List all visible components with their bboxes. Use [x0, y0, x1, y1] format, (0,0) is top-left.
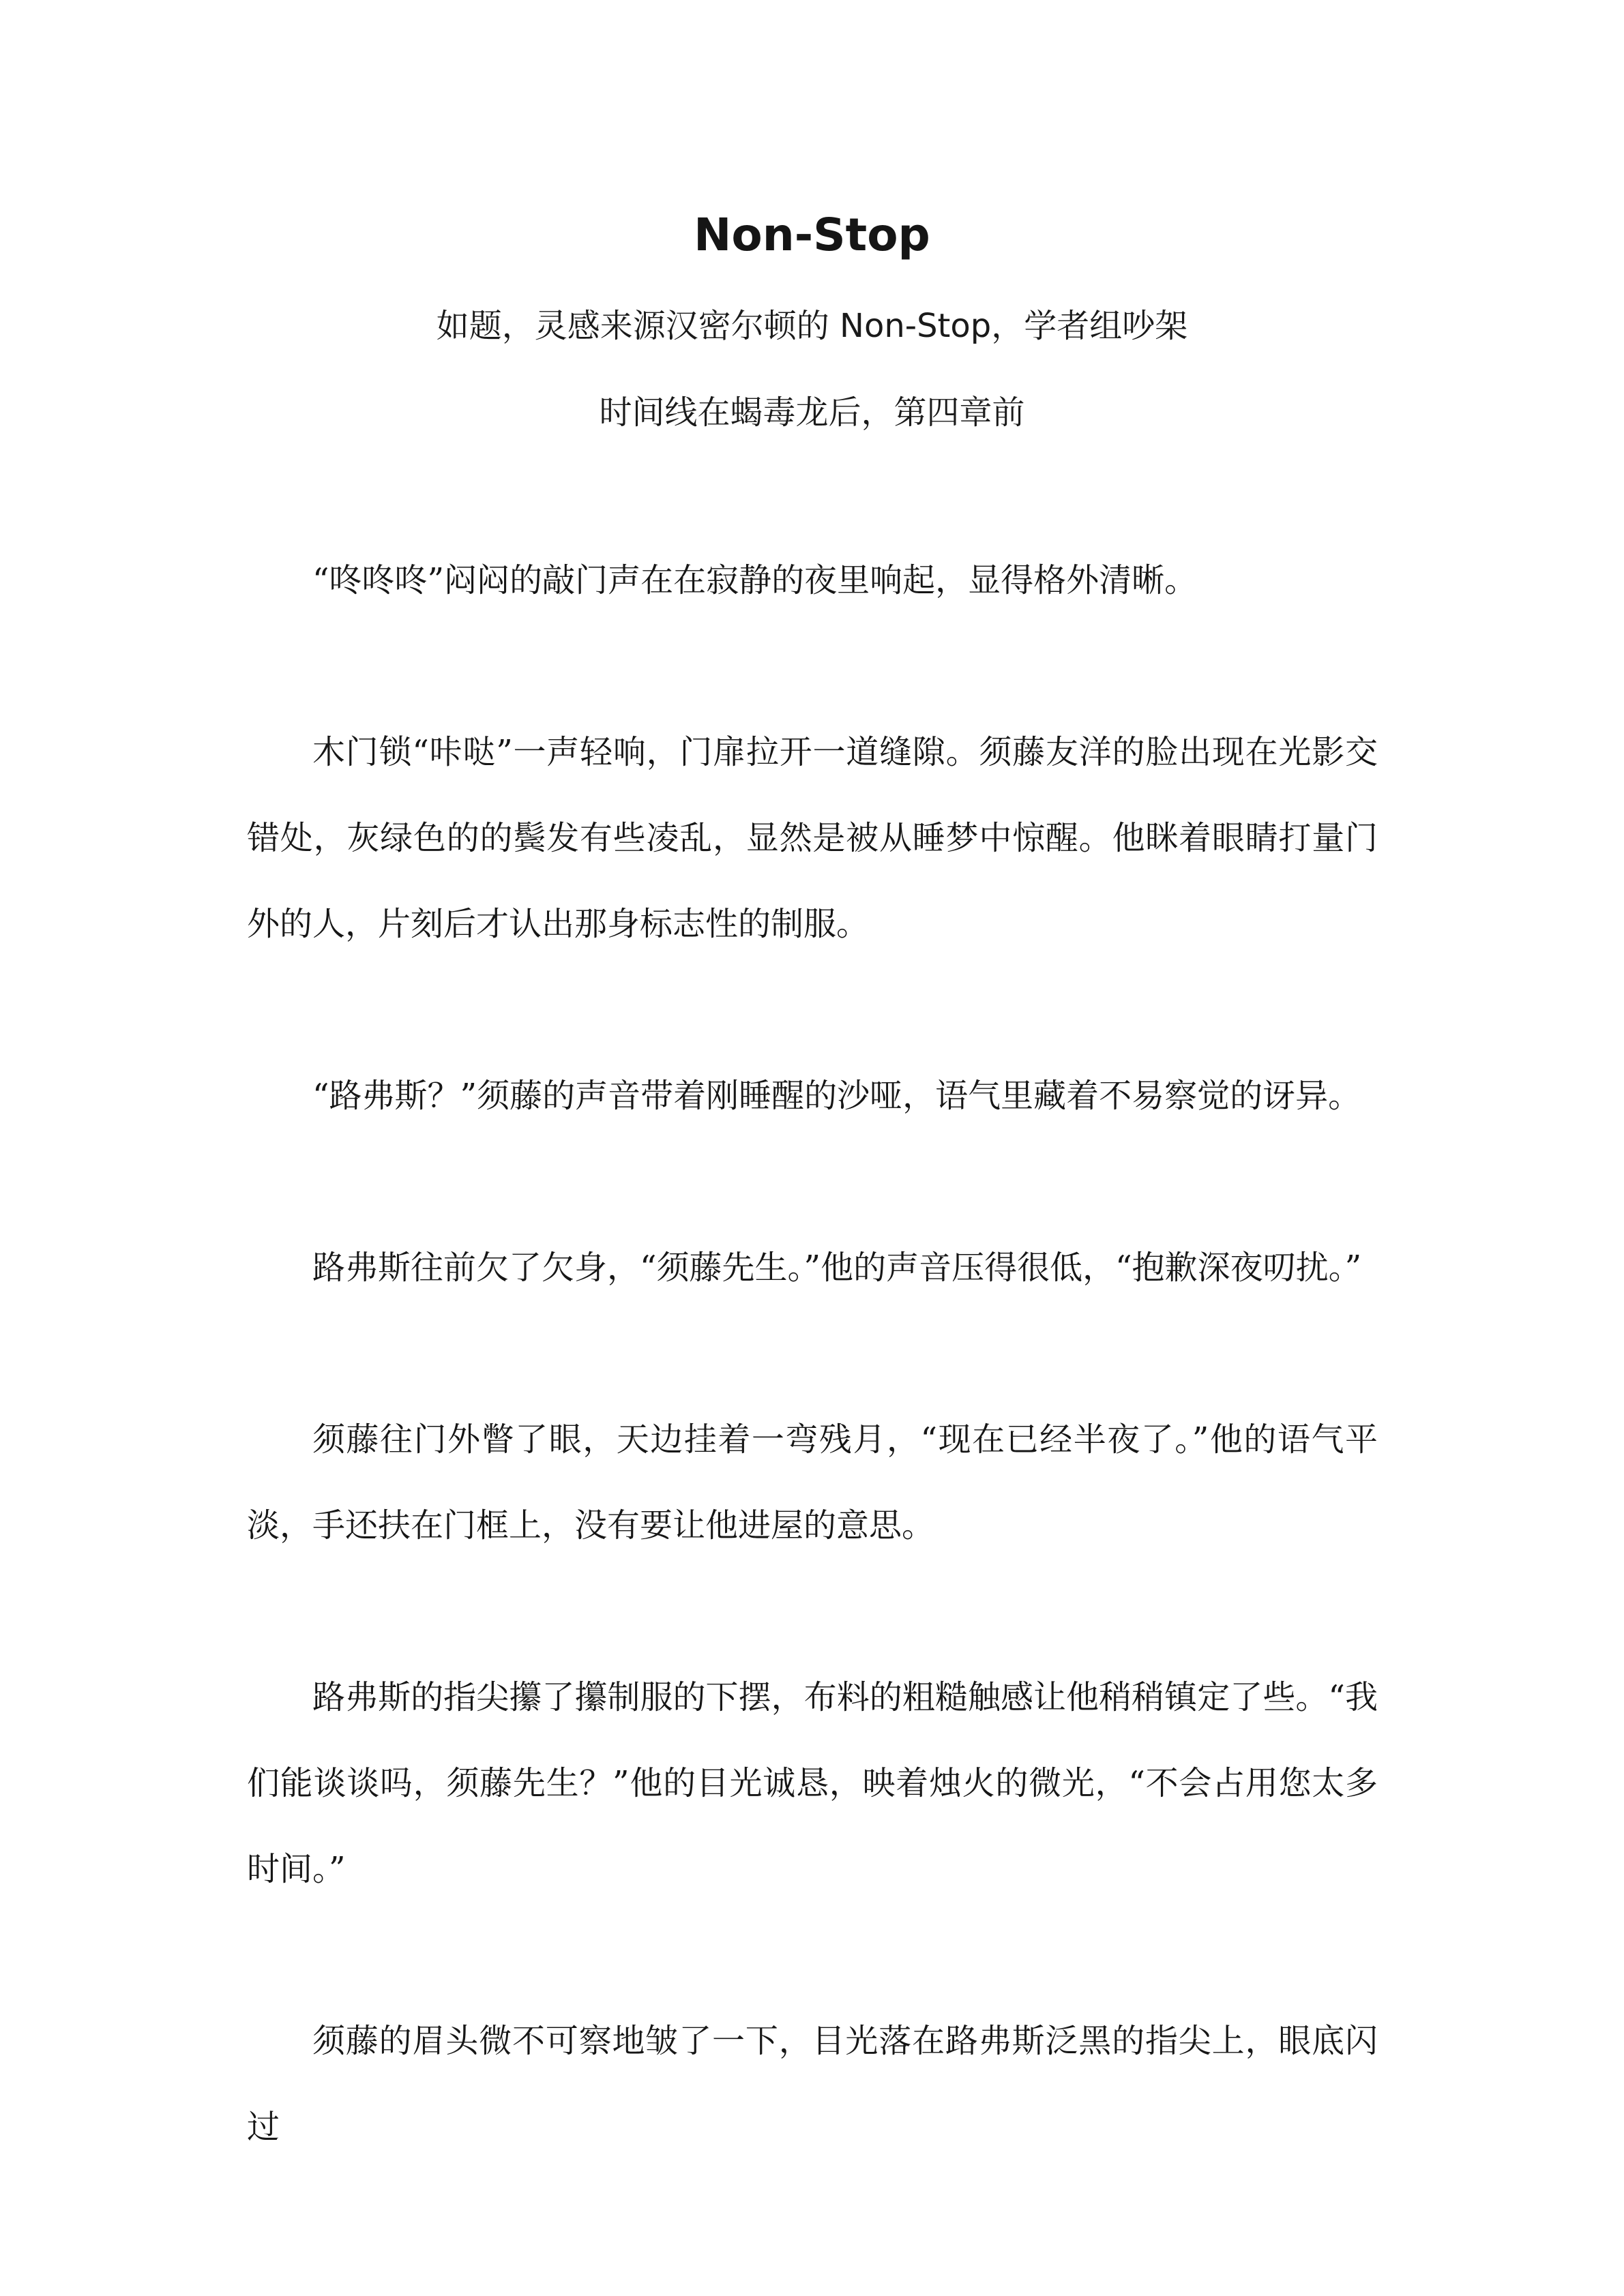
- paragraph-7: 须藤的眉头微不可察地皱了一下，目光落在路弗斯泛黑的指尖上，眼底闪过: [247, 2022, 1378, 2146]
- paragraph-6: 路弗斯的指尖攥了攥制服的下摆，布料的粗糙触感让他稍稍镇定了些。“我们能谈谈吗，须藤先生？”他的目光诚恳，映着烛火的微光，“不会占用您太多时间。”: [247, 1678, 1378, 1888]
- paragraph-5: 须藤往门外瞥了眼，天边挂着一弯残月，“现在已经半夜了。”他的语气平淡，手还扶在门框上，没有要让他进屋的意思。: [247, 1420, 1378, 1545]
- paragraph-4: 路弗斯往前欠了欠身，“须藤先生。”他的声音压得很低，“抱歉深夜叨扰。”: [312, 1249, 1362, 1287]
- paragraph-3: “路弗斯？”须藤的声音带着刚睡醒的沙哑，语气里藏着不易察觉的讶异。: [312, 1077, 1361, 1115]
- document-title: Non-Stop: [694, 209, 930, 261]
- document-subtitle-line-1: 如题，灵感来源汉密尔顿的 Non-Stop，学者组吵架: [436, 307, 1188, 345]
- paragraph-2: 木门锁“咔哒”一声轻响，门扉拉开一道缝隙。须藤友洋的脸出现在光影交错处，灰绿色的的鬓发有些凌乱，显然是被从睡梦中惊醒。他眯着眼睛打量门外的人，片刻后才认出那身标志性的制服。: [247, 733, 1378, 943]
- paragraph-1: “咚咚咚”闷闷的敲门声在在寂静的夜里响起，显得格外清晰。: [312, 561, 1198, 599]
- document-subtitle-line-2: 时间线在蝎毒龙后，第四章前: [599, 393, 1025, 432]
